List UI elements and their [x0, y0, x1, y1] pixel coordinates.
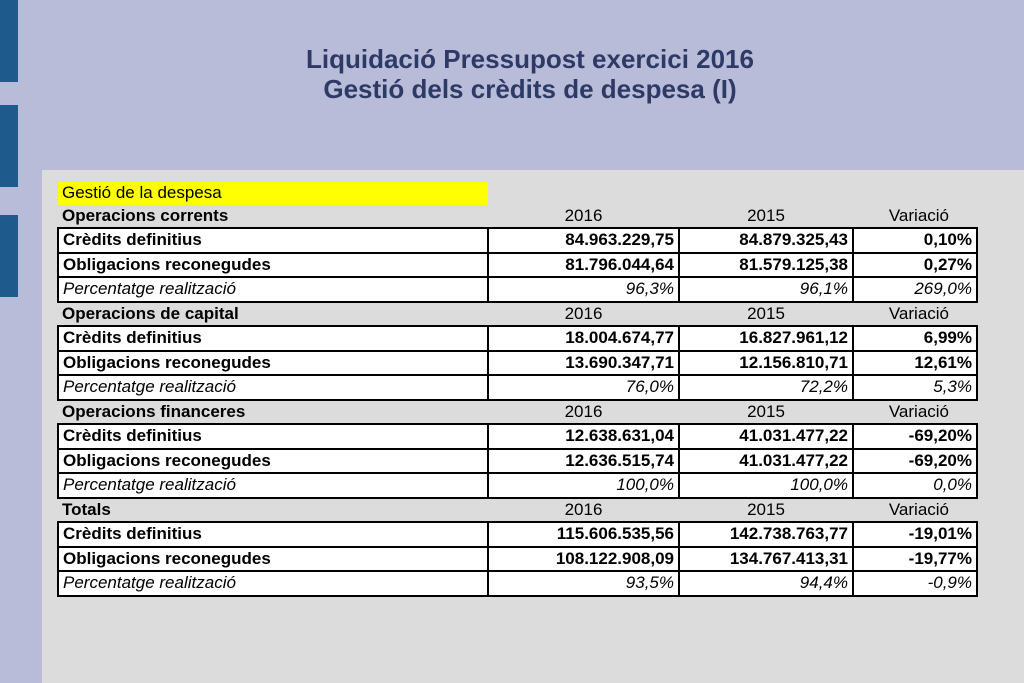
section-title: Totals: [62, 499, 111, 519]
table-row: [58, 253, 977, 278]
table-row: [58, 277, 977, 302]
value-2016: 100,0%: [488, 473, 679, 498]
year-2015-header: 2015: [747, 499, 785, 519]
table-row: [58, 351, 977, 376]
accent-bar-3: [0, 215, 18, 297]
title-line-1: Liquidació Pressupost exercici 2016: [306, 44, 754, 74]
caption-row: [58, 182, 977, 205]
year-2016-header: 2016: [564, 401, 603, 421]
table-row: [58, 473, 977, 498]
value-2016: 115.606.535,56: [488, 522, 679, 547]
budget-table: [57, 182, 978, 597]
row-label: Obligacions reconegudes: [58, 449, 488, 474]
row-label: Obligacions reconegudes: [58, 547, 488, 572]
row-label: Percentatge realització: [58, 571, 488, 596]
variation-header: Variació: [888, 401, 949, 421]
variation-value: 5,3%: [853, 375, 977, 400]
variation-value: 0,27%: [853, 253, 977, 278]
section-title: Operacions corrents: [62, 205, 229, 225]
row-label: Percentatge realització: [58, 375, 488, 400]
title-line-2: Gestió dels crèdits de despesa (I): [323, 74, 737, 104]
row-label: Obligacions reconegudes: [58, 351, 488, 376]
value-2015: 142.738.763,77: [679, 522, 853, 547]
slide-title: [60, 44, 1000, 104]
value-2016: 93,5%: [488, 571, 679, 596]
value-2016: 76,0%: [488, 375, 679, 400]
value-2015: 100,0%: [679, 473, 853, 498]
variation-value: -0,9%: [853, 571, 977, 596]
row-label: Crèdits definitius: [58, 326, 488, 351]
variation-value: -69,20%: [853, 424, 977, 449]
variation-value: 269,0%: [853, 277, 977, 302]
value-2015: 81.579.125,38: [679, 253, 853, 278]
year-2015-header: 2015: [747, 303, 785, 323]
value-2015: 41.031.477,22: [679, 449, 853, 474]
budget-table-body: [58, 182, 977, 596]
table-row: [58, 449, 977, 474]
value-2015: 134.767.413,31: [679, 547, 853, 572]
year-2016-header: 2016: [564, 499, 603, 519]
value-2015: 16.827.961,12: [679, 326, 853, 351]
section-header-row: [58, 205, 977, 229]
table-row: [58, 571, 977, 596]
table-caption: Gestió de la despesa: [58, 182, 488, 205]
section-title: Operacions financeres: [62, 401, 246, 421]
table-row: [58, 547, 977, 572]
year-2015-header: 2015: [747, 401, 785, 421]
row-label: Percentatge realització: [58, 277, 488, 302]
variation-value: 0,10%: [853, 228, 977, 253]
table-row: [58, 375, 977, 400]
row-label: Crèdits definitius: [58, 424, 488, 449]
value-2015: 84.879.325,43: [679, 228, 853, 253]
year-2016-header: 2016: [564, 303, 603, 323]
variation-header: Variació: [888, 303, 949, 323]
value-2016: 84.963.229,75: [488, 228, 679, 253]
section-header-row: [58, 498, 977, 523]
row-label: Crèdits definitius: [58, 522, 488, 547]
section-header-row: [58, 400, 977, 425]
value-2016: 108.122.908,09: [488, 547, 679, 572]
value-2016: 12.636.515,74: [488, 449, 679, 474]
value-2015: 41.031.477,22: [679, 424, 853, 449]
year-2016-header: 2016: [564, 205, 603, 225]
value-2015: 12.156.810,71: [679, 351, 853, 376]
value-2015: 94,4%: [679, 571, 853, 596]
row-label: Crèdits definitius: [58, 228, 488, 253]
value-2016: 12.638.631,04: [488, 424, 679, 449]
row-label: Percentatge realització: [58, 473, 488, 498]
section-title: Operacions de capital: [62, 303, 239, 323]
value-2016: 81.796.044,64: [488, 253, 679, 278]
value-2015: 96,1%: [679, 277, 853, 302]
year-2015-header: 2015: [747, 205, 785, 225]
table-row: [58, 326, 977, 351]
value-2016: 13.690.347,71: [488, 351, 679, 376]
section-header-row: [58, 302, 977, 327]
variation-header: Variació: [888, 499, 949, 519]
table-row: [58, 424, 977, 449]
table-row: [58, 522, 977, 547]
accent-bar-1: [0, 0, 18, 82]
value-2015: 72,2%: [679, 375, 853, 400]
value-2016: 18.004.674,77: [488, 326, 679, 351]
variation-value: 6,99%: [853, 326, 977, 351]
row-label: Obligacions reconegudes: [58, 253, 488, 278]
accent-bar-2: [0, 105, 18, 187]
variation-value: -19,77%: [853, 547, 977, 572]
variation-value: 0,0%: [853, 473, 977, 498]
table-row: [58, 228, 977, 253]
variation-value: 12,61%: [853, 351, 977, 376]
variation-value: -69,20%: [853, 449, 977, 474]
variation-value: -19,01%: [853, 522, 977, 547]
variation-header: Variació: [888, 205, 949, 225]
value-2016: 96,3%: [488, 277, 679, 302]
